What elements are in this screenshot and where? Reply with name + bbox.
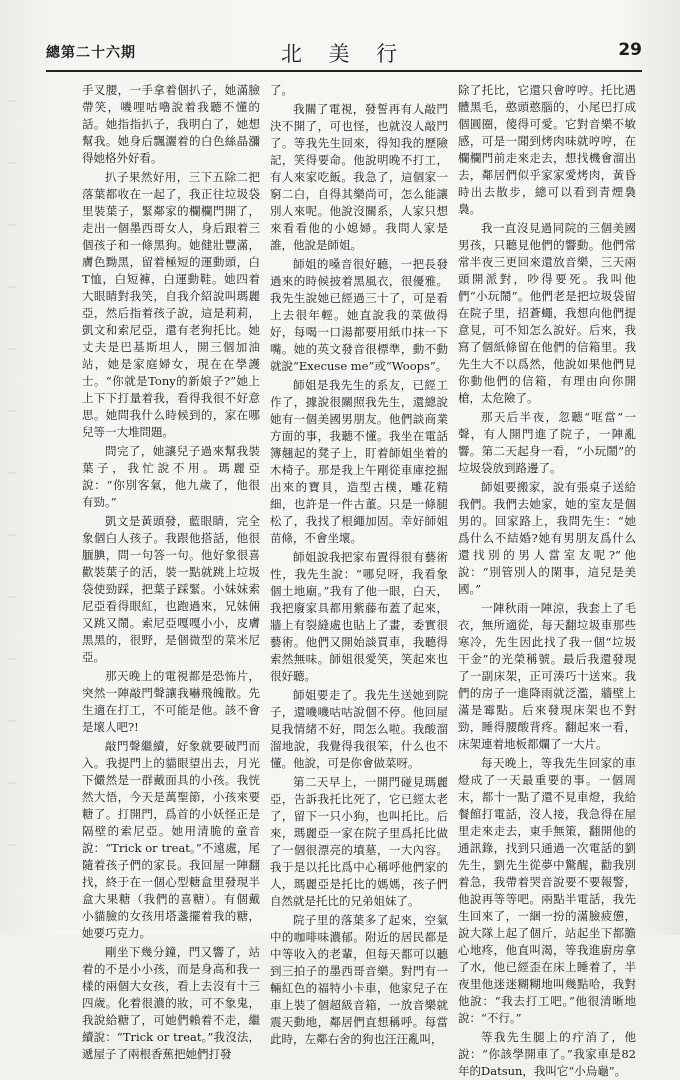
paragraph: 師姐是我先生的系友，已經工作了，據說很關照我先生，還總說她有一個美國男朋友。他們談商業方面的事，我聽不懂。我坐在電話簿翹起的凳子上，盯着師姐坐着的木椅子。那是我上午剛從車庫挖掘出來的寶貝，造型古樸，雕花精細，也許是一件古董。只是一條腿松了，我找了根繩加固。幸好師姐苗條，不會坐壞。 [270,378,448,545]
text-column-1 [82,82,260,1061]
paragraph: 一陣秋雨一陣涼，我套上了毛衣，無所適從，每天翻垃圾車那些寒冷，先生因此找了我一個“垃圾干金”的光榮稱號。最后我還發現了一副床架，正可湊巧十送來。我們的房子一進降雨就泛濫，牆壁上滿是霉點。后來發現床架也不對勁，睡得腰酸背疼。翻起來一看，床架連着地板都爛了一大片。 [458,601,636,751]
paragraph: 第二天早上，一開門碰見瑪麗亞，告訴我托比死了，它已經太老了，留下一只小狗，也叫托比。后來，瑪麗亞一家在院子里爲托比做了一個很漂亮的墳墓，一大內容。我于是以托比爲中心稱呼他們家的人，瑪麗亞是托比的媽媽，孩子們自然就是托比的兄弟姐妹了。 [270,775,448,908]
paragraph: 了。 [270,83,293,97]
paragraph: 師姐的嗓音很好聽，一把長發過來的時候披着黑風衣，很優雅。我先生說她已經過三十了，可是看上去很年輕。她直說我的菜做得好，每喝一口湯都要用紙巾抹一下嘴。她的英文發音很標準，動不動就說“Execuse me”或“Woops”。 [270,257,448,373]
paragraph: 院子里的落葉多了起來，空氣中的咖啡味濃郁。附近的居民都是中等收入的老輩，但每天都可以聽到三拍子的墨西哥音樂。對門有一輛紅色的福特小卡車，他家兒子在車上裝了個超級音箱，一放音樂就震天動地，鄰居們直想稱呼。每當此時，左鄰右舍的狗也汪汪亂叫， [270,913,448,1046]
text-column-3 [458,82,636,1078]
paragraph: 除了托比，它還只會哼哼。托比遇體黑毛，憨頭憨腦的，小尾巴打成個圓圈，傻得可愛。它對音樂不敏感，可是一聞到烤肉味就哼哼，在欄欄門前走來走去，想找機會溜出去，鄰居們似乎家家愛烤肉，黃昏時出去散步，總可以看到青煙裊裊。 [458,83,636,216]
paragraph: 師姐要搬家，說有張桌子送給我們。我們去她家，她的室友是個男的。回家路上，我問先生：“她爲什么不結婚?她有男朋友爲什么還找別的男人當室友呢?”他說：“別管別人的閑事，這兒是美國。” [458,480,636,596]
header-rule [46,70,642,72]
paragraph: 師姐說我把家布置得很有藝術性，我先生說：“哪兒呀，我看象個土地廟。”我有了他一眼，白天，我把廢家具都用紫藤布蓋了起來，牆上有裂縫處也貼上了畫，委實很藝術。他們又開始談買車，我聽得索然無味。師姐很愛笑，笑起來也很好聽。 [270,550,448,683]
paragraph: 問完了，她讓兒子過來幫我裝葉子，我忙說不用。瑪麗亞說：“你別客氣，他九歲了，他很有勁。” [82,444,260,509]
paragraph: 敲門聲繼續，好象就要破門而入。我提門上的貓眼望出去，月光下儼然是一群戴面具的小孩。我恍然大悟，今天是萬聖節，小孩來要糖了。打開門，爲首的小妖怪正是隔壁的索尼亞。她用清脆的童音說：“Trick or treat。”不遠處，尾隨着孩子們的家長。我回屋一陣翻找，終于在一個心型糖盒里發現半盒大果糖（我們的喜糖）。有個戴小貓臉的女孩用塔盞擺着我的糖，她要巧克力。 [82,739,260,940]
paragraph: 手叉腰，一手拿着個扒子，她滿臉帶笑，嘰哩咕嚕說着我聽不懂的話。她指指扒子，我明白了，她想幫我。她身后飄灑着的白色絲晶瀰得她格外好看。 [82,83,260,165]
paragraph: 每天晚上，等我先生回家的車燈成了一天最重要的事。一個周末，都十一點了還不見車燈，我給餐館打電話，沒人接，我急得在屋里走來走去，東手無策，翻開他的通訊錄，找到只通過一次電話的劉先生，劉先生從夢中驚醒，勸我別着急，我帶着哭音說要不要報警，他說再等等吧。兩點半電話，我先生回來了，一綑一扮的滿臉疲憊，說大隊上起了個斤，站起坐下都膽心地疼，他直叫渴，等我進廚房拿了水，他已經歪在床上睡着了，半夜里他迷迷糊糊地叫幾點哈，我對他說：“我去打工吧。”他很清晰地說：“不行。” [458,756,636,1025]
text-column-2 [270,82,448,1046]
paragraph: 我關了電視，發誓再有人敲門決不開了，可也怪，也就沒人敲門了。等我先生回來，得知我的歷險記，笑得要命。他說明晚不打工，有人來家吃飯。我急了，這個家一窮二白，自得其樂尚可，怎么能讓別人來呢。他說沒關系，人家只想來看看他的小媳婦。我問人家是誰，他說是師姐。 [270,102,448,252]
binding-shadow [8,40,16,900]
page-number: 29 [618,40,642,60]
paragraph: 那天后半夜，忽聽“哐當”一聲，有人開門進了院子，一陣亂響。第二天起身一看，“小玩鬧”的垃圾袋放到路邊了。 [458,410,636,475]
page-title: 北 美 行 [280,42,408,66]
page-header [46,36,642,66]
paragraph: 師姐要走了。我先生送她到院子，還嘰嘰咕咕說個不停。他回屋見我情緒不好，問怎么啦。我酸溜溜地說，我覺得我很笨，什么也不懂。他說，可是你會做菜呀。 [270,688,448,770]
issue-label: 總第二十六期 [46,45,136,61]
paragraph: 剛坐下幾分鐘，門又響了，站着的不是小小孩，而是身高和我一樣的兩個大女孩，看上去沒有十三四歲。化着很濃的妝，可不象鬼，我說給糖了，可她們賴着不走，繼續說：“Trick or treat。”我沒法，遞屋子了兩根香蕉把她們打發 [82,945,260,1061]
paragraph: 那天晚上的電視都是恐怖片，突然一陣敲門聲讓我嚇飛魄散。先生適在打工，不可能是他。該不會是壞人吧?! [82,669,260,734]
paragraph: 等我先生腿上的疔消了，他說：“你該學開車了。”我家車是82年的Datsun，我叫它“小烏龜”。 [458,1030,636,1078]
paragraph: 凱文是黃頭發，藍眼睛，完全象個白人孩子。我跟他搭話，他很腼腆，問一句答一句。他好象很喜歡裝葉子的活，裝一點就跳上垃圾袋使勁踩，把葉子踩緊。小妹妹索尼亞看得眼紅，也跑過來，兄妹倆又跳又鬧。索尼亞嘎嘎小小，皮膚黑黑的，很野，是個微型的菜米尼亞。 [82,514,260,664]
paragraph: 我一直沒見過同院的三個美國男孩，只聽見他們的響動。他們常常半夜三更回來還放音樂，三天兩頭開派對，吵得要死。我叫他們“小玩鬧”。他們老是把垃圾袋留在院子里，招蒼蠅，我想向他們提意見，可不知怎么說好。后來，我寫了個紙條留在他們的信箱里。我先生大不以爲然，他說如果他們見你動他們的信箱，有理由向你開槍，太危險了。 [458,221,636,405]
paragraph: 扒子果然好用，三下五除二把落葉都收在一起了，我正往垃圾袋里裝葉子，緊鄰家的欄欄門開了，走出一個墨西哥女人，身后跟着三個孩子和一條黑狗。她健壯豐滿，膚色黝黑，留着極短的運動頭，白T恤，白短褲，白運動鞋。她四着大眼睛對我笑，自我介紹說叫瑪麗亞，然后指着孩子說，這是莉莉，凱文和索尼亞，還有老狗托比。她丈夫是巴基斯坦人，開三個加油站，她是家庭婦女，現在在學護士。“你就是Tony的新娘子?”她上上下下打量着我，看得我很不好意思。她問我什么時候到的，家在哪兒等一大堆問題。 [82,170,260,439]
